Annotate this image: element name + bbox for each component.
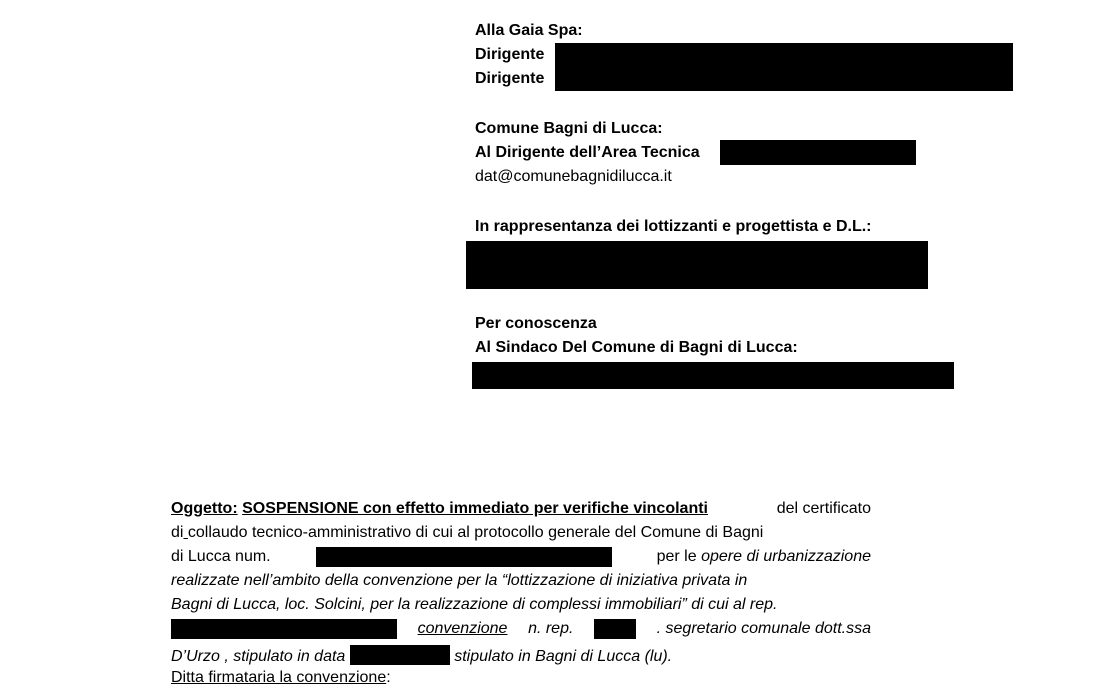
subject-line-3: di Lucca num. per le opere di urbanizzazione	[171, 548, 871, 565]
redaction-rappresentanza	[466, 241, 928, 289]
comune-dirigente: Al Dirigente dell’Area Tecnica	[475, 144, 700, 161]
rappresentanza-heading: In rappresentanza dei lottizzanti e progettista e D.L.:	[475, 218, 872, 235]
redaction-rep	[171, 619, 397, 639]
redaction-gaia	[555, 43, 1013, 91]
subject-l1-tail: del certificato	[776, 500, 871, 517]
subject-line-6: convenzione n. rep. . segretario comunale dott.ssa	[171, 619, 871, 639]
redaction-sindaco	[472, 362, 954, 389]
gaia-dirigente-2: Dirigente	[475, 70, 545, 87]
sindaco-line: Al Sindaco Del Comune di Bagni di Lucca:	[475, 339, 798, 356]
redaction-comune	[720, 140, 916, 165]
subject-line-4: realizzate nell’ambito della convenzione per la “lottizzazione di iniziativa privata in	[171, 572, 748, 589]
comune-heading: Comune Bagni di Lucca:	[475, 120, 663, 137]
subject-line-5: Bagni di Lucca, loc. Solcini, per la realizzazione di complessi immobiliari” di cui al rep.	[171, 596, 778, 613]
comune-email: dat@comunebagnidilucca.it	[475, 168, 672, 185]
redaction-protocol-num	[316, 547, 612, 567]
gaia-heading: Alla Gaia Spa:	[475, 22, 583, 39]
subject-line-1	[171, 499, 871, 519]
subject-line-8: Ditta firmataria la convenzione:	[171, 669, 391, 686]
subject-line-7: D’Urzo , stipulato in data stipulato in Bagni di Lucca (lu).	[171, 645, 871, 667]
conoscenza-heading: Per conoscenza	[475, 315, 597, 332]
redaction-rep-num	[594, 619, 636, 639]
subject-title: SOSPENSIONE con effetto immediato per verifiche vincolanti	[242, 500, 708, 517]
subject-line-2: di collaudo tecnico-amministrativo di cui al protocollo generale del Comune di Bagni	[171, 524, 764, 541]
subject-label: Oggetto:	[171, 500, 238, 517]
redaction-date	[350, 645, 450, 665]
gaia-dirigente-1: Dirigente	[475, 46, 545, 63]
